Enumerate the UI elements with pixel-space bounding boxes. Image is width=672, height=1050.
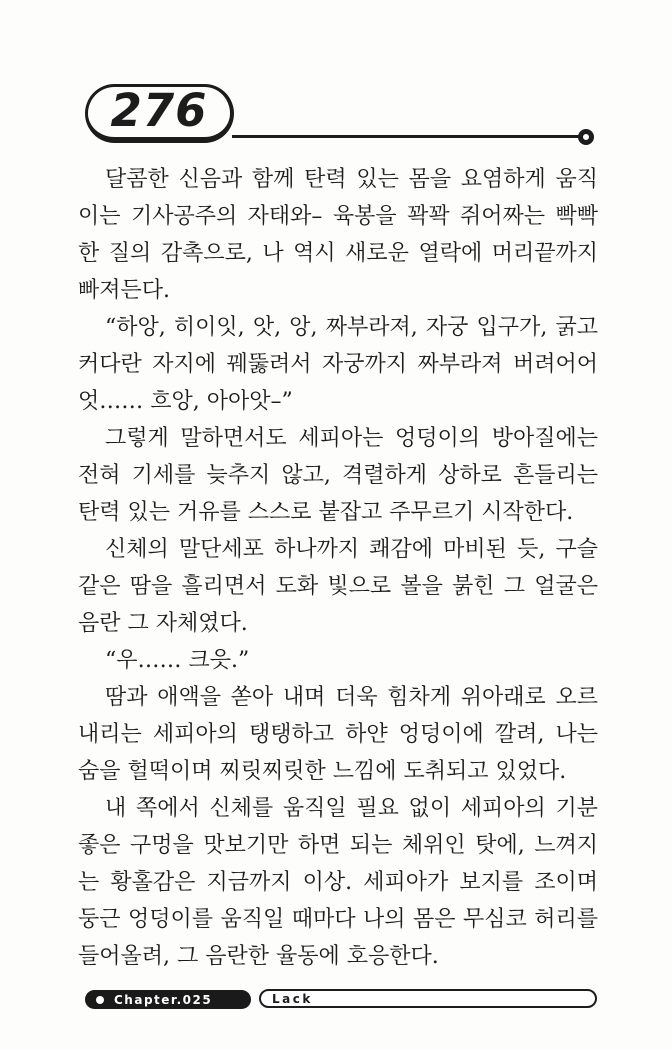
page-number: 276 bbox=[110, 83, 208, 137]
paragraph-dialogue: “우…… 크읏.” bbox=[105, 648, 250, 673]
chapter-label: Chapter.025 bbox=[114, 992, 213, 1007]
header-rule bbox=[232, 135, 581, 138]
book-title-badge bbox=[259, 989, 597, 1008]
paragraph-dialogue: “하앙, 히이잇, 앗, 앙, 짜부라져, 자궁 입구가, 굵고 커다란 자지에 꿰뚫려서 자궁까지 짜부라져 버려어어엇…… 흐앙, 아아앗–” bbox=[78, 315, 598, 414]
book-title-label: Lack bbox=[272, 991, 313, 1006]
paragraph: 그렇게 말하면서도 세피아는 엉덩이의 방아질에는 전혀 기세를 늦추지 않고, 격렬하게 상하로 흔들리는 탄력 있는 거유를 스스로 붙잡고 주무르기 시작한다. bbox=[78, 426, 598, 525]
bullet-icon bbox=[96, 996, 104, 1004]
ring-icon bbox=[578, 129, 594, 145]
body-text bbox=[78, 161, 598, 975]
paragraph: 땀과 애액을 쏟아 내며 더욱 힘차게 위아래로 오르내리는 세피아의 탱탱하고 하얀 엉덩이에 깔려, 나는 숨을 헐떡이며 찌릿찌릿한 느낌에 도취되고 있었다. bbox=[78, 685, 598, 784]
chapter-badge bbox=[85, 990, 251, 1009]
paragraph: 내 쪽에서 신체를 움직일 필요 없이 세피아의 기분 좋은 구멍을 맛보기만 하면 되는 체위인 탓에, 느껴지는 황홀감은 지금까지 이상. 세피아가 보지를 조이며 둥근 엉덩이를 움직일 때마다 나의 몸은 무심코 허리를 들어올려, 그 음란한 율동에 호응한다. bbox=[78, 796, 598, 969]
paragraph: 신체의 말단세포 하나까지 쾌감에 마비된 듯, 구슬 같은 땀을 흘리면서 도화 빛으로 볼을 붉힌 그 얼굴은 음란 그 자체였다. bbox=[78, 537, 598, 636]
paragraph: 달콤한 신음과 함께 탄력 있는 몸을 요염하게 움직이는 기사공주의 자태와– 육봉을 꽉꽉 쥐어짜는 빡빡한 질의 감촉으로, 나 역시 새로운 열락에 머리끝까지 빠져든다. bbox=[78, 167, 598, 303]
page-number-badge bbox=[85, 84, 234, 143]
